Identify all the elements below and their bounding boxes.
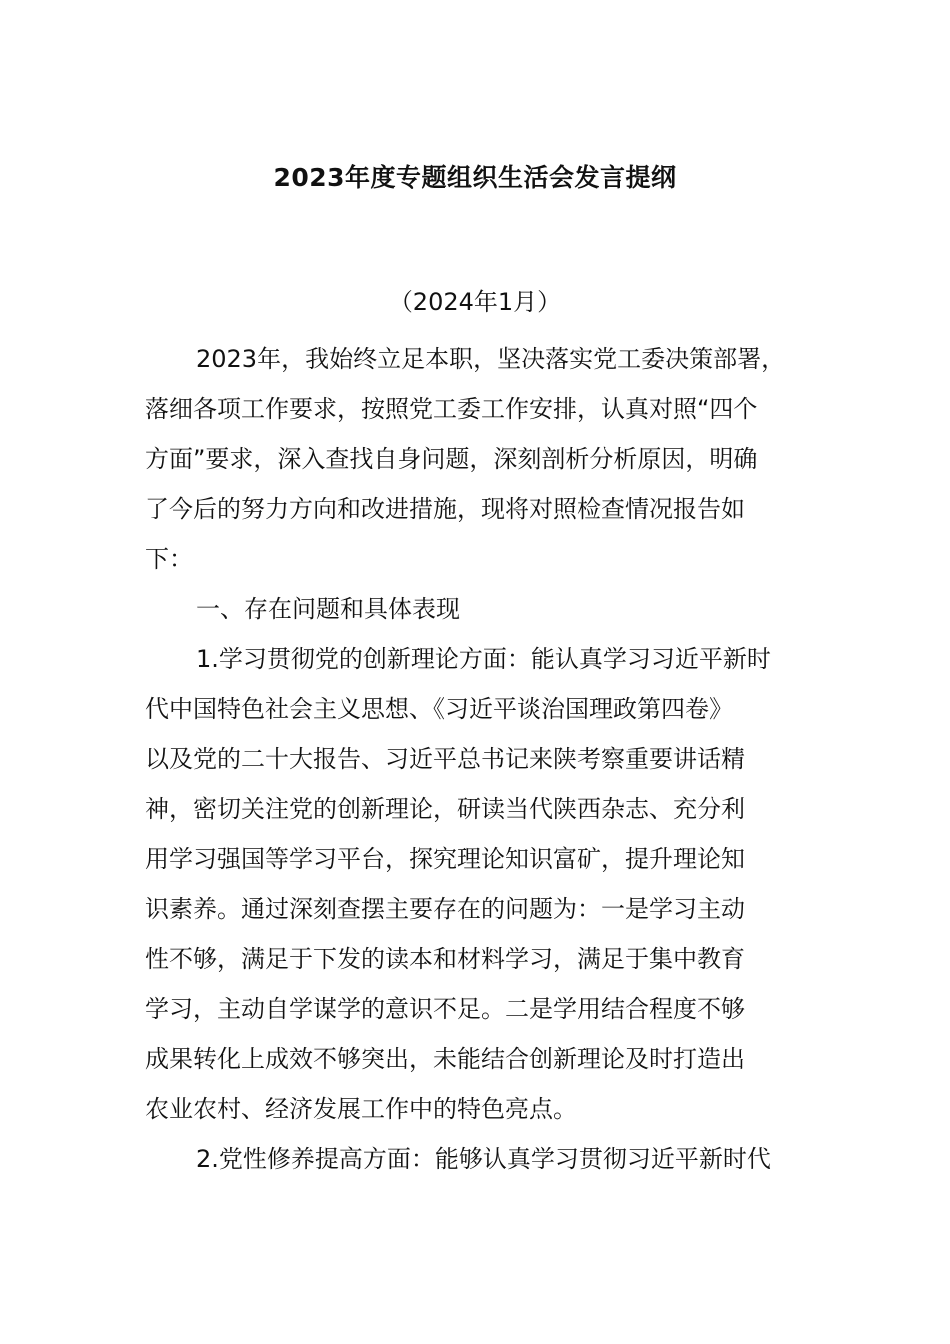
body-line: 落细各项工作要求，按照党工委工作安排，认真对照“四个	[145, 395, 758, 423]
body-line: 下：	[145, 545, 193, 573]
document-body	[145, 334, 815, 1184]
body-line: 神，密切关注党的创新理论，研读当代陕西杂志、充分利	[145, 795, 745, 823]
body-line: 代中国特色社会主义思想、《习近平谈治国理政第四卷》	[145, 695, 733, 723]
body-line: 2.党性修养提高方面：能够认真学习贯彻习近平新时代	[196, 1145, 771, 1173]
body-line: 成果转化上成效不够突出，未能结合创新理论及时打造出	[145, 1045, 745, 1073]
document-title: 2023年度专题组织生活会发言提纲	[273, 163, 677, 192]
body-line: 了今后的努力方向和改进措施，现将对照检查情况报告如	[145, 495, 745, 523]
body-line: 方面”要求，深入查找自身问题，深刻剖析分析原因，明确	[145, 445, 758, 473]
body-line: 以及党的二十大报告、习近平总书记来陕考察重要讲话精	[145, 745, 745, 773]
body-line: 学习，主动自学谋学的意识不足。二是学用结合程度不够	[145, 995, 745, 1023]
body-line: 性不够，满足于下发的读本和材料学习，满足于集中教育	[145, 945, 745, 973]
body-line: 2023年，我始终立足本职，坚决落实党工委决策部署，	[196, 345, 786, 373]
body-line: 一、存在问题和具体表现	[196, 595, 460, 623]
body-line: 识素养。通过深刻查摆主要存在的问题为：一是学习主动	[145, 895, 745, 923]
body-line: 农业农村、经济发展工作中的特色亮点。	[145, 1095, 577, 1123]
document-date: （2024年1月）	[388, 288, 562, 316]
body-line: 1.学习贯彻党的创新理论方面：能认真学习习近平新时	[196, 645, 771, 673]
body-line: 用学习强国等学习平台，探究理论知识富矿，提升理论知	[145, 845, 745, 873]
